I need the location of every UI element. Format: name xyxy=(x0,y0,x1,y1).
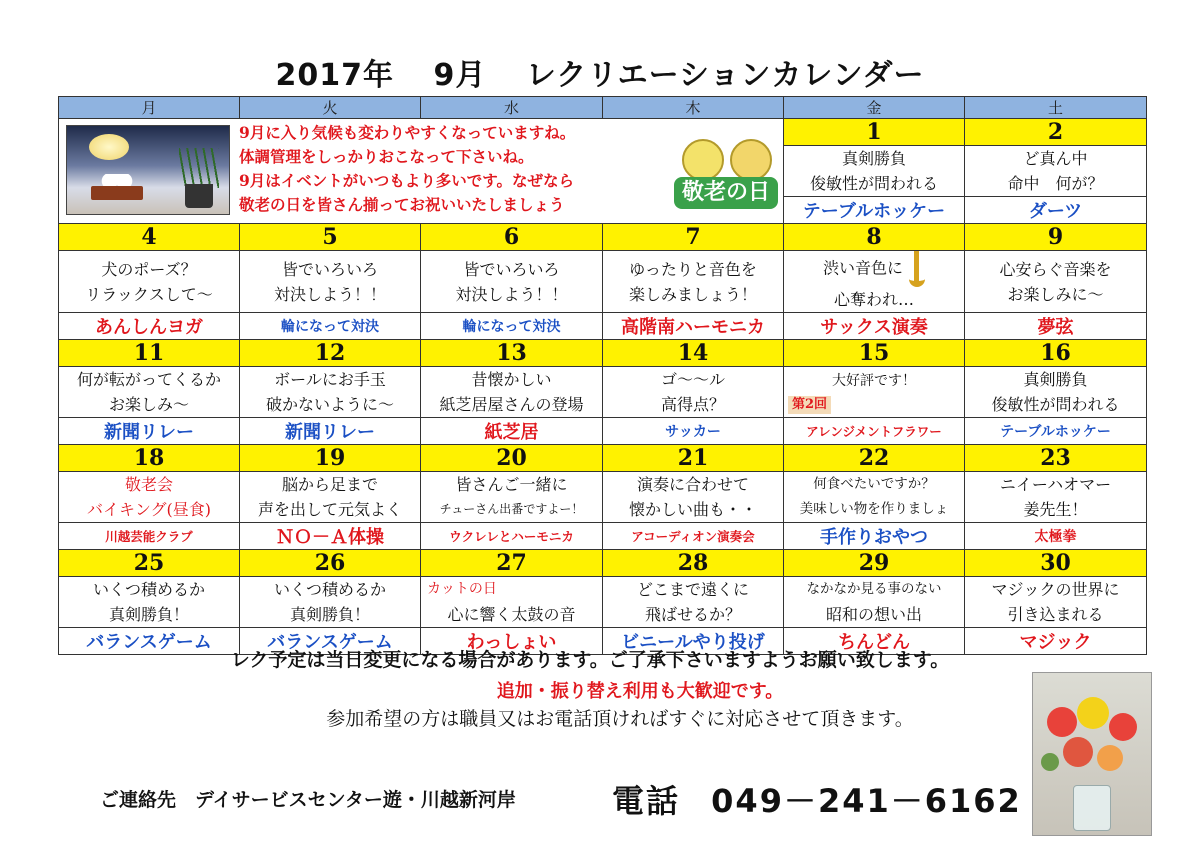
title-month: 9月 xyxy=(433,58,487,93)
phone-label: 電話 xyxy=(612,782,681,820)
activity-label: あんしんヨガ xyxy=(59,313,240,340)
day-description: ど真ん中 命中 何が？ xyxy=(965,146,1147,197)
day-number: 25 xyxy=(59,550,240,577)
calendar-table xyxy=(58,96,1147,655)
day-description: いくつ積めるか 真剣勝負！ xyxy=(240,577,421,628)
activity-label: マジック xyxy=(965,628,1147,655)
week-row xyxy=(59,224,1147,251)
activity-label: 紙芝居 xyxy=(421,418,603,445)
day-number: 12 xyxy=(240,340,421,367)
intro-line: 9月はイベントがいつもより多いです。なぜなら xyxy=(239,171,575,190)
activity-label: テーブルホッケー xyxy=(965,418,1147,445)
day-number: 23 xyxy=(965,445,1147,472)
day-number: 27 xyxy=(421,550,603,577)
leaf-icon xyxy=(1041,753,1059,771)
saxophone-icon xyxy=(909,251,925,287)
welcome-note: 追加・振り替え利用も大歓迎です。 xyxy=(496,681,784,702)
day-number: 26 xyxy=(240,550,421,577)
activity-label: ちんどん xyxy=(784,628,965,655)
activity-label: ダーツ xyxy=(965,197,1147,224)
weekday-tue: 火 xyxy=(240,97,421,119)
activity-label: サッカー xyxy=(603,418,784,445)
red-flower-icon xyxy=(1047,707,1077,737)
day-description: ニイーハオマー 姜先生！ xyxy=(965,472,1147,523)
week-row xyxy=(59,550,1147,577)
week-row xyxy=(59,340,1147,367)
respect-for-aged-day-illustration xyxy=(674,131,782,215)
activity-label: 太極拳 xyxy=(965,523,1147,550)
red-flower-icon xyxy=(1109,713,1137,741)
activity-label: ＮＯ－Ａ体操 xyxy=(240,523,421,550)
phone-info xyxy=(612,776,1022,822)
activity-label: アレンジメントフラワー xyxy=(784,418,965,445)
day-number: 2 xyxy=(965,119,1147,146)
day-description: 大好評です！ 第2回 xyxy=(784,367,965,418)
day-number: 19 xyxy=(240,445,421,472)
day-description: 心安らぐ音楽を お楽しみに～ xyxy=(965,251,1147,313)
phone-number: 049－241－6162 xyxy=(711,782,1022,820)
activity-label: バランスゲーム xyxy=(240,628,421,655)
day-description: 脳から足まで 声を出して元気よく xyxy=(240,472,421,523)
activity-label: 新聞リレー xyxy=(59,418,240,445)
flower-pot-icon xyxy=(185,184,213,208)
activity-label: サックス演奏 xyxy=(784,313,965,340)
activity-label: ウクレレとハーモニカ xyxy=(421,523,603,550)
offering-stand-icon xyxy=(91,186,143,200)
day-description: ボールにお手玉 破かないように～ xyxy=(240,367,421,418)
activity-label: 新聞リレー xyxy=(240,418,421,445)
activity-label: 夢弦 xyxy=(965,313,1147,340)
day-description: ゴ～～ル 高得点？ xyxy=(603,367,784,418)
day-description: どこまで遠くに 飛ばせるか？ xyxy=(603,577,784,628)
activity-label: 川越芸能クラブ xyxy=(59,523,240,550)
day-description: 昔懐かしい 紙芝居屋さんの登場 xyxy=(421,367,603,418)
yellow-flower-icon xyxy=(1077,697,1109,729)
day-description: 皆でいろいろ 対決しよう！！ xyxy=(421,251,603,313)
day-description: 皆さんご一緒に チューさん出番ですよー！ xyxy=(421,472,603,523)
day-description: マジックの世界に 引き込まれる xyxy=(965,577,1147,628)
title-year: 2017年 xyxy=(275,58,395,93)
intro-line: 9月に入り気候も変わりやすくなっていますね。 xyxy=(239,123,576,142)
day-number: 16 xyxy=(965,340,1147,367)
moon-icon xyxy=(89,134,129,160)
vase-icon xyxy=(1073,785,1111,831)
page-title xyxy=(0,50,1200,94)
elderly-face-icon xyxy=(730,139,772,181)
day-description: 皆でいろいろ 対決しよう！！ xyxy=(240,251,421,313)
orange-flower-icon xyxy=(1097,745,1123,771)
activity-label: バランスゲーム xyxy=(59,628,240,655)
day-number: 13 xyxy=(421,340,603,367)
pampas-grass-icon xyxy=(179,148,219,188)
day-description: いくつ積めるか 真剣勝負！ xyxy=(59,577,240,628)
intro-line: 敬老の日を皆さん揃ってお祝いいたしましょう xyxy=(239,195,565,214)
elderly-face-icon xyxy=(682,139,724,181)
activity-label: 高階南ハーモニカ xyxy=(603,313,784,340)
activity-label: テーブルホッケー xyxy=(784,197,965,224)
activity-label: 輪になって対決 xyxy=(421,313,603,340)
intro-message-cell xyxy=(59,119,784,224)
day-number: 15 xyxy=(784,340,965,367)
weekday-mon: 月 xyxy=(59,97,240,119)
day-description: 何が転がってくるか お楽しみ～ xyxy=(59,367,240,418)
activity-label: 輪になって対決 xyxy=(240,313,421,340)
day-number: 14 xyxy=(603,340,784,367)
day-number: 21 xyxy=(603,445,784,472)
day-number: 1 xyxy=(784,119,965,146)
day-number: 9 xyxy=(965,224,1147,251)
weekday-thu: 木 xyxy=(603,97,784,119)
day-number: 29 xyxy=(784,550,965,577)
day-number: 5 xyxy=(240,224,421,251)
participation-note: 参加希望の方は職員又はお電話頂ければすぐに対応させて頂きます。 xyxy=(326,708,914,730)
title-text: レクリエーションカレンダー xyxy=(525,58,925,93)
day-number: 28 xyxy=(603,550,784,577)
day-description: 真剣勝負 俊敏性が問われる xyxy=(965,367,1147,418)
day-number: 7 xyxy=(603,224,784,251)
schedule-change-note: レク予定は当日変更になる場合があります。ご了承下さいますようお願い致します。 xyxy=(230,649,950,671)
day-description: 演奏に合わせて 懐かしい曲も・・ xyxy=(603,472,784,523)
day-description: ゆったりと音色を 楽しみましょう！ xyxy=(603,251,784,313)
day-number: 8 xyxy=(784,224,965,251)
flower-vase-photo xyxy=(1032,672,1152,836)
day-description: 渋い音色に 心奪われ… xyxy=(784,251,965,313)
day-number: 11 xyxy=(59,340,240,367)
second-session-tag: 第2回 xyxy=(788,396,831,414)
activity-label: 手作りおやつ xyxy=(784,523,965,550)
day-description: なかなか見る事のない 昭和の想い出 xyxy=(784,577,965,628)
activity-label: ビニールやり投げ xyxy=(603,628,784,655)
day-number: 22 xyxy=(784,445,965,472)
day-description: 犬のポーズ？ リラックスして～ xyxy=(59,251,240,313)
day-description: 真剣勝負 俊敏性が問われる xyxy=(784,146,965,197)
activity-label: わっしょい xyxy=(421,628,603,655)
day-number: 20 xyxy=(421,445,603,472)
respect-for-aged-day-badge: 敬老の日 xyxy=(674,177,778,209)
day-description: 敬老会 バイキング(昼食) xyxy=(59,472,240,523)
weekday-sat: 土 xyxy=(965,97,1147,119)
intro-text xyxy=(239,121,679,217)
weekday-header-row xyxy=(59,97,1147,119)
moon-viewing-illustration xyxy=(66,125,230,215)
weekday-wed: 水 xyxy=(421,97,603,119)
red-flower-icon xyxy=(1063,737,1093,767)
day-number: 30 xyxy=(965,550,1147,577)
weekday-fri: 金 xyxy=(784,97,965,119)
activity-label: アコーディオン演奏会 xyxy=(603,523,784,550)
day-description: 何食べたいですか？ 美味しい物を作りましょ xyxy=(784,472,965,523)
day-number: 6 xyxy=(421,224,603,251)
intro-line: 体調管理をしっかりおこなって下さいね。 xyxy=(239,147,534,166)
day-description: カットの日 心に響く太鼓の音 xyxy=(421,577,603,628)
day-number: 4 xyxy=(59,224,240,251)
week-row xyxy=(59,445,1147,472)
day-number: 18 xyxy=(59,445,240,472)
contact-info: ご連絡先 デイサービスセンター遊・川越新河岸 xyxy=(100,789,516,811)
